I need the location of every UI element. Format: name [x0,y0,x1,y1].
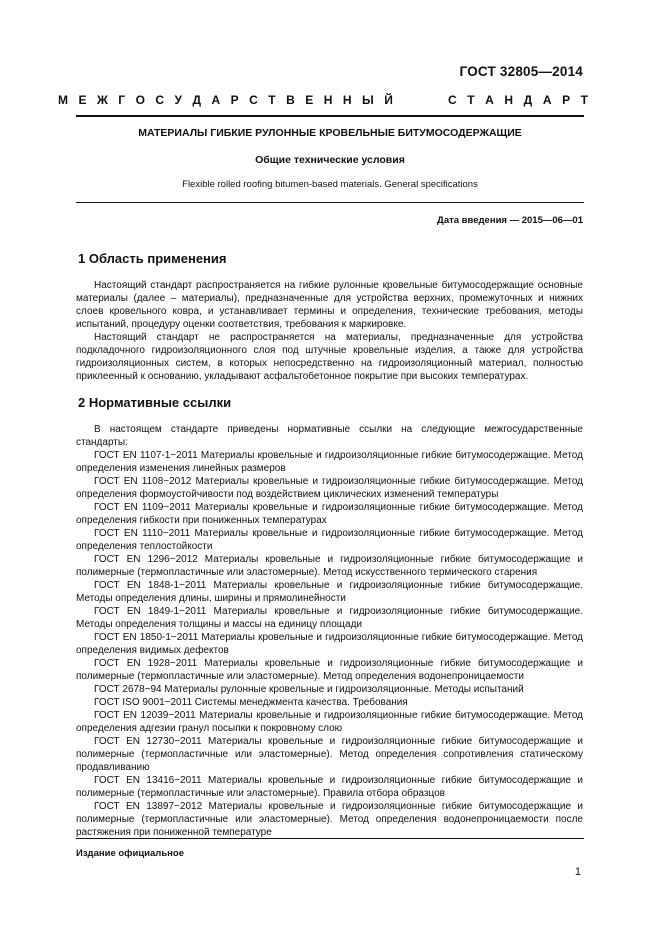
footer-rule [76,838,584,839]
section-2-body [76,423,583,839]
paragraph: Настоящий стандарт не распространяется на материалы, предназначенные для устройства подкладочного гидроизоляционного слоя под штучные кровельные изделия, а также для устройства гидроизоляционных систем, в которых непосредственно на гидроизоляционный материал, полностью приклеенный к основанию, укладывают асфальтобетонное покрытие при высоких температурах. [76,332,583,382]
reference-item: ГОСТ EN 1849-1−2011 Материалы кровельные и гидроизоляционные гибкие битумосодержащие. Методы определения толщины и массы на единицу площади [76,606,583,630]
reference-item: ГОСТ ISO 9001−2011 Системы менеджмента качества. Требования [94,697,408,708]
reference-item: ГОСТ 2678−94 Материалы рулонные кровельные и гидроизоляционные. Методы испытаний [94,684,524,695]
header-rule-bottom [76,202,584,203]
reference-item: ГОСТ EN 12730−2011 Материалы кровельные и гидроизоляционные гибкие битумосодержащие и полимерные (термопластичные или эластомерные). Метод определения сопротивления статическому продавливанию [76,736,583,773]
reference-item: ГОСТ EN 1928−2011 Материалы кровельные и гидроизоляционные гибкие битумосодержащие и полимерные (термопластичные или эластомерные). Метод определения водонепроницаемости [76,658,583,682]
official-edition-label: Издание официальное [76,848,184,859]
reference-item: ГОСТ EN 1109−2011 Материалы кровельные и гидроизоляционные гибкие битумосодержащие. Метод определения гибкости при пониженных температурах [76,502,583,526]
section-1-heading: 1 Область применения [78,251,227,266]
reference-item: ГОСТ EN 1296−2012 Материалы кровельные и гидроизоляционные гибкие битумосодержащие и полимерные (термопластичные или эластомерные). Метод искусственного термического старения [76,554,583,578]
english-title: Flexible rolled roofing bitumen-based materials. General specifications [182,179,478,190]
interstate-standard-banner [58,93,588,107]
banner-word-interstate: М Е Ж Г О С У Д А Р С Т В Е Н Н Ы Й [58,93,393,107]
gost-number: ГОСТ 32805—2014 [459,64,583,79]
header-rule-top [76,115,584,117]
section-1-body [76,279,583,383]
paragraph: Настоящий стандарт распространяется на гибкие рулонные кровельные битумосодержащие основные материалы (далее – материалы), предназначенные для устройства верхних, промежуточных и нижних слоев кровельного ковра, и устанавливает термины и определения, технические требования, методы испытаний, процедуру оценки соответствия, требования к маркировке. [76,280,583,330]
reference-item: ГОСТ EN 1848-1−2011 Материалы кровельные и гидроизоляционные гибкие битумосодержащие. Методы определения длины, ширины и прямолинейности [76,580,583,604]
reference-item: ГОСТ EN 1107-1−2011 Материалы кровельные и гидроизоляционные гибкие битумосодержащие. Метод определения изменения линейных размеров [76,450,583,474]
introduction-date: Дата введения — 2015—06—01 [437,215,583,226]
banner-word-standard: С Т А Н Д А Р Т [448,93,588,107]
reference-item: ГОСТ EN 1850-1−2011 Материалы кровельные и гидроизоляционные гибкие битумосодержащие. Метод определения видимых дефектов [76,632,583,656]
document-title: МАТЕРИАЛЫ ГИБКИЕ РУЛОННЫЕ КРОВЕЛЬНЫЕ БИТУМОСОДЕРЖАЩИЕ [138,127,522,139]
reference-item: ГОСТ EN 13416−2011 Материалы кровельные и гидроизоляционные гибкие битумосодержащие и полимерные (термопластичные или эластомерные). Правила отбора образцов [76,775,583,799]
section-2-heading: 2 Нормативные ссылки [78,395,232,410]
reference-item: ГОСТ EN 13897−2012 Материалы кровельные и гидроизоляционные гибкие битумосодержащие и полимерные (термопластичные или эластомерные). Метод определения водонепроницаемости после растяжения при пониженной температуре [76,801,583,838]
paragraph: В настоящем стандарте приведены нормативные ссылки на следующие межгосударственные стандарты: [76,424,583,448]
reference-item: ГОСТ EN 1110−2011 Материалы кровельные и гидроизоляционные гибкие битумосодержащие. Метод определения теплостойкости [76,528,583,552]
reference-item: ГОСТ EN 12039−2011 Материалы кровельные и гидроизоляционные гибкие битумосодержащие. Метод определения адгезии гранул посыпки к покровному слою [76,710,583,734]
reference-item: ГОСТ EN 1108−2012 Материалы кровельные и гидроизоляционные гибкие битумосодержащие. Метод определения формоустойчивости под воздействием циклических изменений температуры [76,476,583,500]
document-subtitle: Общие технические условия [255,154,405,166]
page-number: 1 [574,866,581,878]
